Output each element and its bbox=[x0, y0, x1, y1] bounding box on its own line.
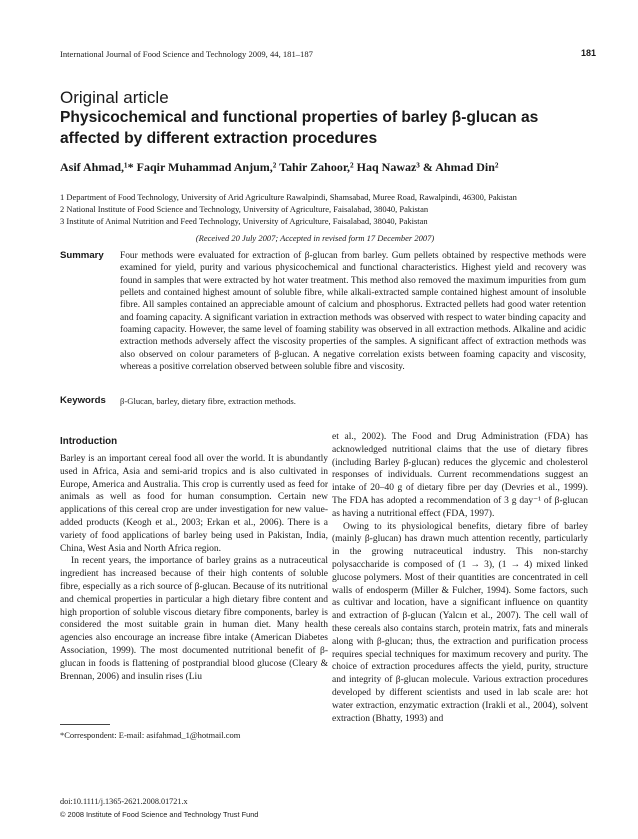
introduction-heading: Introduction bbox=[60, 436, 118, 447]
author-list: Asif Ahmad,¹* Faqir Muhammad Anjum,² Tahir Zahoor,² Haq Nawaz³ & Ahmad Din² bbox=[60, 160, 499, 174]
affiliation-1: 1 Department of Food Technology, University of Arid Agriculture Rawalpindi, Shamsabad, Muree Road, Rawalpindi, 46300, Pakistan bbox=[60, 192, 517, 202]
article-title: Physicochemical and functional properties of barley β-glucan as affected by different extraction procedures bbox=[60, 109, 539, 147]
doi-link[interactable]: doi:10.1111/j.1365-2621.2008.01721.x bbox=[60, 797, 188, 806]
intro-paragraph-1: Barley is an important cereal food all over the world. It is abundantly used in Africa, Asia and semi-arid tropics and is also cultivated in Europe, America and Australia. This crop is currently used as feed for animals as well as food for human consumption. Certain new applications of this cereal crop are under investigation for new value-added products (Keogh et al., 2003; Erkan et al., 2006). There is a variety of food applications of barley being used in Pakistan, India, China, West Asia and North Africa region. bbox=[60, 454, 328, 554]
intro-paragraph-2: In recent years, the importance of barley grains as a nutraceutical ingredient has increased because of their high contents of soluble fibre, especially as a rich source of β-glucan. Because of its nutritional and chemical properties in particular a high dietary fibre content and high proportion of soluble viscous dietary fibre components, barley is considered the most suitable grain in human diet. Many health agencies also encourage an increase fibre intake (American Diabetes Association, 1999). The most documented nutritional benefit of β-glucan in foods is flattening of postprandial blood glucose (Cleary & Brennan, 2006) and insulin rises (Liu bbox=[60, 556, 328, 682]
intro-paragraph-4: Owing to its physiological benefits, dietary fibre of barley (mainly β-glucan) has drawn much attention recently, particularly in the growing nutraceutical industry. This non-starchy polysaccharide is composed of (1 → 3), (1 → 4) mixed linked glucose polymers. Most of their quantities are concentrated in cell walls of endosperm (Miller & Fulcher, 1994). Some factors, such as cultivar and location, have a significant influence on quantity and extraction of β-glucan (Yalcın et al., 2007). The cell wall of these cereals also contains starch, protein matrix, fats and minerals along with β-glucan; thus, the extraction and purification process requires special techniques for maximum recovery and purity. The choice of extraction procedures affects the yield, purity, structure and integrity of β-glucan molecule. Various extraction procedures developed by different scientists and used in lab scale are: hot water extraction, enzymatic extraction (Irakli et al., 2004), solvent extraction (Bhatty, 1993) and bbox=[332, 521, 588, 724]
page-number: 181 bbox=[581, 48, 597, 58]
summary-label: Summary bbox=[60, 250, 104, 261]
journal-header: International Journal of Food Science and Technology 2009, 44, 181–187 bbox=[60, 49, 313, 59]
received-dates: (Received 20 July 2007; Accepted in revised form 17 December 2007) bbox=[195, 233, 435, 243]
affiliation-3: 3 Institute of Animal Nutrition and Feed Technology, University of Agriculture, Faisalabad, 38040, Pakistan bbox=[60, 216, 428, 227]
keywords-text: β-Glucan, barley, dietary fibre, extraction methods. bbox=[120, 396, 296, 406]
summary-text: Four methods were evaluated for extraction of β-glucan from barley. Gum pellets obtained by respective methods were examined for yield, purity and various physicochemical and functional characteristics. Highest yield and recovery was found in samples that were extracted by hot water treatment. This method also removed the maximum impurities from gum pellets and contained highest amount of soluble fibre, while alkali-extracted sample contained highest amount of insoluble fibre. All samples contained an appreciable amount of calcium and phosphorus. Extracted pellets had good water retention and foaming capacity. A significant variation in extraction methods was observed with respect to water binding capacity and foaming capacity. However, the same level of foaming stability was observed in all extraction methods. Alkaline and acidic extraction methods adversely affect the viscosity properties of the samples. A significant affect of extraction methods was also observed on colour parameters of β-glucan. A negative correlation exists between foaming capacity and viscosity, whereas a positive correlation observed between soluble fibre and viscosity. bbox=[120, 251, 586, 373]
keywords-label: Keywords bbox=[60, 395, 106, 406]
body-column-right bbox=[332, 431, 588, 725]
intro-paragraph-3: et al., 2002). The Food and Drug Administration (FDA) has acknowledged nutritional claims that the use of dietary fibres (including Barley β-glucan) reduces the glycemic and cholesterol responses of individuals. Current recommendations suggest an intake of 20–40 g of dietary fibre per day (Devries et al., 1999). The FDA has adopted a recommendation of 3 g day⁻¹ of β-glucan as having a nutritional effect (FDA, 1997). bbox=[332, 432, 588, 519]
affiliations bbox=[60, 191, 620, 228]
body-column-left bbox=[60, 453, 328, 683]
article-type: Original article bbox=[60, 88, 169, 107]
footnote-divider bbox=[60, 724, 110, 725]
affiliation-2: 2 National Institute of Food Science and Technology, University of Agriculture, Faisalabad, 38040, Pakistan bbox=[60, 204, 429, 215]
correspondent-footnote: *Correspondent: E-mail: asifahmad_1@hotmail.com bbox=[60, 730, 241, 740]
copyright-notice: © 2008 Institute of Food Science and Technology Trust Fund bbox=[60, 810, 259, 819]
